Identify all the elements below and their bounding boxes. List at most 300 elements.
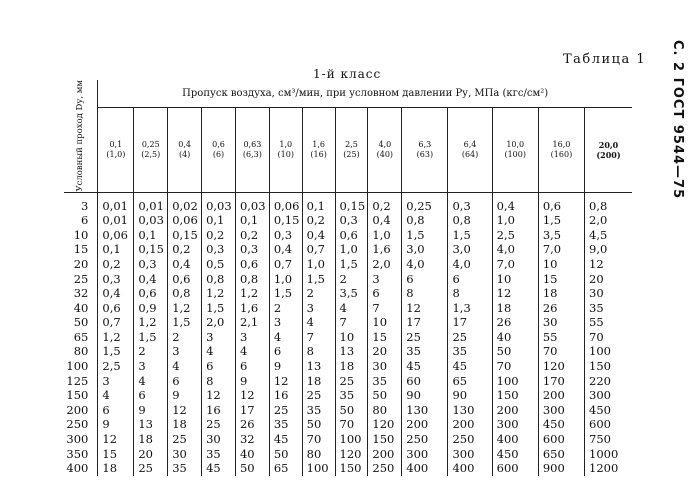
value-cell: 0,25 bbox=[402, 192, 448, 213]
diameter-cell: 200 bbox=[64, 403, 98, 418]
value-cell: 12 bbox=[492, 286, 538, 301]
value-cell: 9 bbox=[98, 417, 134, 432]
class-caption: 1-й класс bbox=[313, 67, 382, 81]
value-cell: 3,5 bbox=[335, 286, 368, 301]
value-cell: 0,8 bbox=[235, 272, 269, 287]
value-cell: 6 bbox=[168, 374, 202, 389]
value-cell: 0,3 bbox=[202, 242, 236, 257]
value-cell: 7 bbox=[368, 301, 402, 316]
value-cell: 0,01 bbox=[98, 213, 134, 228]
value-cell: 1,2 bbox=[235, 286, 269, 301]
value-cell: 0,2 bbox=[235, 228, 269, 243]
value-cell: 1,2 bbox=[202, 286, 236, 301]
value-cell: 0,3 bbox=[269, 228, 302, 243]
table-row bbox=[64, 315, 632, 330]
pressure-mpa: 0,25 bbox=[141, 139, 160, 149]
value-cell: 2 bbox=[335, 272, 368, 287]
diameter-cell: 3 bbox=[64, 192, 98, 213]
value-cell: 70 bbox=[538, 344, 584, 359]
pressure-column-header bbox=[585, 107, 632, 192]
value-cell: 4 bbox=[202, 344, 236, 359]
value-cell: 0,3 bbox=[335, 213, 368, 228]
value-cell: 4 bbox=[98, 388, 134, 403]
value-cell: 55 bbox=[538, 330, 584, 345]
table-body bbox=[64, 192, 632, 476]
value-cell: 35 bbox=[302, 403, 335, 418]
value-cell: 0,7 bbox=[302, 242, 335, 257]
pressure-mpa: 4,0 bbox=[378, 139, 392, 149]
pressure-kgf: (16) bbox=[310, 149, 327, 159]
value-cell: 20 bbox=[134, 447, 168, 462]
diameter-cell: 65 bbox=[64, 330, 98, 345]
value-cell: 3 bbox=[134, 359, 168, 374]
value-cell: 1,0 bbox=[492, 213, 538, 228]
value-cell: 1,0 bbox=[269, 272, 302, 287]
value-cell: 0,01 bbox=[134, 192, 168, 213]
value-cell: 15 bbox=[368, 330, 402, 345]
value-cell: 8 bbox=[302, 344, 335, 359]
value-cell: 2 bbox=[269, 301, 302, 316]
value-cell: 0,8 bbox=[448, 213, 492, 228]
value-cell: 25 bbox=[168, 432, 202, 447]
pressure-mpa: 0,4 bbox=[178, 139, 191, 149]
value-cell: 1,2 bbox=[168, 301, 202, 316]
value-cell: 0,7 bbox=[269, 257, 302, 272]
value-cell: 0,4 bbox=[492, 192, 538, 213]
value-cell: 0,6 bbox=[168, 272, 202, 287]
value-cell: 7 bbox=[335, 315, 368, 330]
value-cell: 35 bbox=[589, 300, 604, 315]
value-cell: 0,4 bbox=[302, 228, 335, 243]
pressure-kgf: (1,0) bbox=[106, 149, 126, 159]
value-cell: 1,5 bbox=[98, 344, 134, 359]
pressure-mpa: 10,0 bbox=[506, 139, 525, 149]
value-cell: 0,6 bbox=[98, 301, 134, 316]
value-cell: 65 bbox=[269, 461, 302, 476]
value-cell: 18 bbox=[98, 461, 134, 476]
value-cell: 8 bbox=[448, 286, 492, 301]
value-cell: 20 bbox=[589, 271, 604, 286]
value-cell: 18 bbox=[492, 301, 538, 316]
value-cell: 100 bbox=[492, 374, 538, 389]
value-cell: 400 bbox=[448, 461, 492, 476]
value-cell: 25 bbox=[448, 330, 492, 345]
value-cell: 15 bbox=[98, 447, 134, 462]
pressure-kgf: (64) bbox=[461, 149, 479, 159]
value-cell: 10 bbox=[368, 315, 402, 330]
value-cell: 0,8 bbox=[168, 286, 202, 301]
pressure-kgf: (160) bbox=[550, 149, 573, 159]
value-cell: 1,2 bbox=[134, 315, 168, 330]
value-cell: 30 bbox=[368, 359, 402, 374]
value-cell: 8 bbox=[402, 286, 448, 301]
value-cell: 18 bbox=[302, 374, 335, 389]
value-cell: 3 bbox=[202, 330, 236, 345]
value-cell: 9 bbox=[235, 374, 269, 389]
pressure-kgf: (40) bbox=[376, 149, 394, 159]
value-cell: 4,0 bbox=[448, 257, 492, 272]
value-cell: 0,15 bbox=[168, 228, 202, 243]
value-cell: 220 bbox=[589, 373, 611, 388]
diameter-cell: 40 bbox=[64, 301, 98, 316]
value-cell: 2,1 bbox=[235, 315, 269, 330]
value-cell: 2,5 bbox=[98, 359, 134, 374]
value-cell: 1,3 bbox=[448, 301, 492, 316]
value-cell: 200 bbox=[368, 447, 402, 462]
value-cell: 4,5 bbox=[589, 227, 608, 242]
value-cell: 4 bbox=[168, 359, 202, 374]
value-cell: 4,0 bbox=[402, 257, 448, 272]
value-cell: 0,6 bbox=[134, 286, 168, 301]
value-cell: 2 bbox=[134, 344, 168, 359]
value-cell: 1,5 bbox=[335, 257, 368, 272]
value-cell: 40 bbox=[492, 330, 538, 345]
diameter-cell: 6 bbox=[64, 213, 98, 228]
value-cell: 200 bbox=[402, 417, 448, 432]
value-cell: 0,15 bbox=[335, 192, 368, 213]
pressure-column-header bbox=[538, 107, 584, 192]
value-cell: 3 bbox=[368, 272, 402, 287]
value-cell: 80 bbox=[368, 403, 402, 418]
value-cell: 1,2 bbox=[98, 330, 134, 345]
value-cell: 1,5 bbox=[402, 228, 448, 243]
pressure-kgf: (63) bbox=[416, 149, 434, 159]
value-cell: 6 bbox=[235, 359, 269, 374]
diameter-cell: 10 bbox=[64, 228, 98, 243]
value-cell: 4 bbox=[134, 374, 168, 389]
value-cell: 1000 bbox=[589, 446, 619, 461]
value-cell: 150 bbox=[589, 359, 611, 374]
value-cell: 300 bbox=[448, 447, 492, 462]
value-cell: 13 bbox=[302, 359, 335, 374]
value-cell: 0,5 bbox=[202, 257, 236, 272]
document-code: С. 2 ГОСТ 9544—75 bbox=[670, 40, 685, 200]
diameter-cell: 100 bbox=[64, 359, 98, 374]
value-cell: 45 bbox=[402, 359, 448, 374]
table-row bbox=[64, 330, 632, 345]
value-cell: 16 bbox=[202, 403, 236, 418]
value-cell: 0,03 bbox=[134, 213, 168, 228]
table-row bbox=[64, 417, 632, 432]
value-cell: 50 bbox=[269, 447, 302, 462]
value-cell: 3 bbox=[235, 330, 269, 345]
value-cell: 2,0 bbox=[368, 257, 402, 272]
diameter-cell: 80 bbox=[64, 344, 98, 359]
value-cell: 1,5 bbox=[448, 228, 492, 243]
value-cell: 17 bbox=[235, 403, 269, 418]
pressure-mpa: 6,3 bbox=[418, 139, 432, 149]
pressure-mpa: 0,6 bbox=[212, 139, 225, 149]
table-row bbox=[64, 192, 632, 213]
value-cell: 0,15 bbox=[134, 242, 168, 257]
value-cell: 30 bbox=[168, 447, 202, 462]
value-cell: 0,4 bbox=[168, 257, 202, 272]
value-cell: 70 bbox=[302, 432, 335, 447]
value-cell: 0,9 bbox=[134, 301, 168, 316]
value-cell: 200 bbox=[538, 388, 584, 403]
value-cell: 120 bbox=[538, 359, 584, 374]
value-cell: 0,3 bbox=[98, 272, 134, 287]
value-cell: 100 bbox=[589, 344, 611, 359]
value-cell: 1,0 bbox=[302, 257, 335, 272]
value-cell: 15 bbox=[538, 272, 584, 287]
value-cell: 0,06 bbox=[269, 192, 302, 213]
value-cell: 4,0 bbox=[492, 242, 538, 257]
value-cell: 0,4 bbox=[134, 272, 168, 287]
pressure-mpa: 16,0 bbox=[552, 139, 571, 149]
value-cell: 300 bbox=[538, 403, 584, 418]
value-cell: 450 bbox=[589, 402, 611, 417]
table-title: Таблица 1 bbox=[563, 52, 647, 67]
value-cell: 1,5 bbox=[538, 213, 584, 228]
value-cell: 9 bbox=[269, 359, 302, 374]
value-cell: 12 bbox=[168, 403, 202, 418]
value-cell: 1,5 bbox=[202, 301, 236, 316]
value-cell: 0,8 bbox=[589, 198, 608, 213]
value-cell: 12 bbox=[589, 256, 604, 271]
pressure-kgf: (4) bbox=[178, 149, 191, 159]
value-cell: 100 bbox=[302, 461, 335, 476]
value-cell: 2 bbox=[302, 286, 335, 301]
value-cell: 10 bbox=[538, 257, 584, 272]
value-cell: 10 bbox=[335, 330, 368, 345]
pressure-column-header bbox=[368, 107, 402, 192]
value-cell: 4 bbox=[235, 344, 269, 359]
value-cell: 0,02 bbox=[168, 192, 202, 213]
value-cell: 0,7 bbox=[98, 315, 134, 330]
value-cell: 60 bbox=[402, 374, 448, 389]
value-cell: 30 bbox=[202, 432, 236, 447]
value-cell: 9,0 bbox=[589, 242, 608, 257]
table-row bbox=[64, 301, 632, 316]
diameter-cell: 32 bbox=[64, 286, 98, 301]
value-cell: 45 bbox=[202, 461, 236, 476]
pressure-mpa: 0,63 bbox=[243, 139, 262, 149]
value-cell: 450 bbox=[492, 447, 538, 462]
value-cell: 0,6 bbox=[335, 228, 368, 243]
value-cell: 1200 bbox=[589, 461, 619, 476]
value-cell: 35 bbox=[368, 374, 402, 389]
table-row bbox=[64, 374, 632, 389]
value-cell: 900 bbox=[538, 461, 584, 476]
value-cell: 2,0 bbox=[202, 315, 236, 330]
value-cell: 35 bbox=[402, 344, 448, 359]
pressure-kgf: (2,5) bbox=[141, 149, 161, 159]
table-row bbox=[64, 388, 632, 403]
value-cell: 1,5 bbox=[168, 315, 202, 330]
value-cell: 6 bbox=[448, 272, 492, 287]
value-cell: 20 bbox=[368, 344, 402, 359]
value-cell: 0,2 bbox=[98, 257, 134, 272]
value-cell: 4 bbox=[269, 330, 302, 345]
value-cell: 12 bbox=[402, 301, 448, 316]
value-cell: 400 bbox=[492, 432, 538, 447]
pressure-column-header bbox=[235, 107, 269, 192]
value-cell: 26 bbox=[235, 417, 269, 432]
value-cell: 6 bbox=[368, 286, 402, 301]
value-cell: 650 bbox=[538, 447, 584, 462]
pressure-kgf: (6,3) bbox=[242, 149, 262, 159]
pressure-column-header bbox=[448, 107, 492, 192]
value-cell: 50 bbox=[492, 344, 538, 359]
value-cell: 0,06 bbox=[168, 213, 202, 228]
value-cell: 80 bbox=[302, 447, 335, 462]
value-cell: 70 bbox=[335, 417, 368, 432]
value-cell: 3 bbox=[168, 344, 202, 359]
pressure-kgf: (200) bbox=[596, 149, 621, 160]
value-cell: 0,06 bbox=[98, 228, 134, 243]
value-cell: 13 bbox=[335, 344, 368, 359]
value-cell: 13 bbox=[134, 417, 168, 432]
table-row bbox=[64, 257, 632, 272]
value-cell: 35 bbox=[335, 388, 368, 403]
value-cell: 450 bbox=[538, 417, 584, 432]
value-cell: 90 bbox=[448, 388, 492, 403]
value-cell: 0,3 bbox=[448, 192, 492, 213]
value-cell: 35 bbox=[448, 344, 492, 359]
value-cell: 45 bbox=[448, 359, 492, 374]
value-cell: 600 bbox=[492, 461, 538, 476]
value-cell: 750 bbox=[589, 432, 611, 447]
value-cell: 40 bbox=[235, 447, 269, 462]
value-cell: 0,4 bbox=[98, 286, 134, 301]
table-row bbox=[64, 242, 632, 257]
value-cell: 4 bbox=[335, 301, 368, 316]
value-cell: 1,0 bbox=[335, 242, 368, 257]
value-cell: 45 bbox=[269, 432, 302, 447]
pressure-mpa: 20,0 bbox=[598, 139, 619, 150]
value-cell: 0,4 bbox=[269, 242, 302, 257]
pressure-mpa: 6,4 bbox=[463, 139, 477, 149]
table-row bbox=[64, 344, 632, 359]
value-cell: 18 bbox=[168, 417, 202, 432]
value-cell: 55 bbox=[589, 315, 604, 330]
diameter-cell: 350 bbox=[64, 447, 98, 462]
pressure-column-header bbox=[98, 107, 134, 192]
value-cell: 25 bbox=[134, 461, 168, 476]
pressure-kgf: (10) bbox=[277, 149, 294, 159]
value-cell: 65 bbox=[448, 374, 492, 389]
value-cell: 25 bbox=[335, 374, 368, 389]
value-cell: 1,5 bbox=[302, 272, 335, 287]
value-cell: 150 bbox=[368, 432, 402, 447]
value-cell: 25 bbox=[302, 388, 335, 403]
value-cell: 130 bbox=[402, 403, 448, 418]
value-cell: 35 bbox=[168, 461, 202, 476]
diameter-cell: 250 bbox=[64, 417, 98, 432]
value-cell: 9 bbox=[168, 388, 202, 403]
value-cell: 130 bbox=[448, 403, 492, 418]
diameter-header: Условный проход Dу, мм bbox=[64, 80, 98, 192]
diameter-cell: 400 bbox=[64, 461, 98, 476]
value-cell: 0,2 bbox=[202, 228, 236, 243]
pressure-mpa: 1,0 bbox=[279, 139, 293, 149]
value-cell: 18 bbox=[538, 286, 584, 301]
pressure-column-header bbox=[302, 107, 335, 192]
value-cell: 0,6 bbox=[538, 192, 584, 213]
value-cell: 7,0 bbox=[538, 242, 584, 257]
table-row bbox=[64, 359, 632, 374]
value-cell: 0,2 bbox=[302, 213, 335, 228]
value-cell: 18 bbox=[134, 432, 168, 447]
value-cell: 25 bbox=[202, 417, 236, 432]
value-cell: 3 bbox=[98, 374, 134, 389]
value-cell: 6 bbox=[98, 403, 134, 418]
value-cell: 100 bbox=[335, 432, 368, 447]
table-row bbox=[64, 228, 632, 243]
table-row bbox=[64, 286, 632, 301]
diameter-cell: 50 bbox=[64, 315, 98, 330]
value-cell: 0,1 bbox=[98, 242, 134, 257]
value-cell: 0,2 bbox=[168, 242, 202, 257]
diameter-cell: 25 bbox=[64, 272, 98, 287]
value-cell: 2,5 bbox=[492, 228, 538, 243]
value-cell: 30 bbox=[538, 315, 584, 330]
diameter-cell: 300 bbox=[64, 432, 98, 447]
value-cell: 16 bbox=[269, 388, 302, 403]
pressure-column-header bbox=[492, 107, 538, 192]
value-cell: 0,6 bbox=[235, 257, 269, 272]
pressure-column-header bbox=[202, 107, 236, 192]
value-cell: 10 bbox=[492, 272, 538, 287]
value-cell: 50 bbox=[335, 403, 368, 418]
value-cell: 50 bbox=[302, 417, 335, 432]
value-cell: 1,6 bbox=[368, 242, 402, 257]
pressure-mpa: 2,5 bbox=[345, 139, 358, 149]
value-cell: 120 bbox=[335, 447, 368, 462]
value-cell: 200 bbox=[448, 417, 492, 432]
value-cell: 600 bbox=[538, 432, 584, 447]
diameter-cell: 20 bbox=[64, 257, 98, 272]
value-cell: 8 bbox=[202, 374, 236, 389]
pressure-header: Пропуск воздуха, см³/мин, при условном давлении Pу, МПа (кгс/см²) bbox=[98, 80, 632, 107]
value-cell: 70 bbox=[589, 329, 604, 344]
table-row bbox=[64, 461, 632, 476]
value-cell: 90 bbox=[402, 388, 448, 403]
pressure-column-header bbox=[402, 107, 448, 192]
diameter-cell: 125 bbox=[64, 374, 98, 389]
value-cell: 0,15 bbox=[269, 213, 302, 228]
value-cell: 35 bbox=[269, 417, 302, 432]
value-cell: 12 bbox=[202, 388, 236, 403]
diameter-cell: 15 bbox=[64, 242, 98, 257]
pressure-mpa: 0,1 bbox=[109, 139, 123, 149]
value-cell: 0,3 bbox=[235, 242, 269, 257]
value-cell: 0,3 bbox=[134, 257, 168, 272]
value-cell: 600 bbox=[589, 417, 611, 432]
pressure-column-header bbox=[335, 107, 368, 192]
value-cell: 300 bbox=[402, 447, 448, 462]
pressure-kgf: (100) bbox=[504, 149, 526, 159]
value-cell: 4 bbox=[302, 315, 335, 330]
value-cell: 300 bbox=[492, 417, 538, 432]
value-cell: 25 bbox=[269, 403, 302, 418]
value-cell: 0,03 bbox=[202, 192, 236, 213]
value-cell: 6 bbox=[269, 344, 302, 359]
value-cell: 12 bbox=[98, 432, 134, 447]
value-cell: 50 bbox=[368, 388, 402, 403]
air-leakage-table bbox=[64, 80, 632, 476]
value-cell: 18 bbox=[335, 359, 368, 374]
table-row bbox=[64, 272, 632, 287]
value-cell: 3 bbox=[269, 315, 302, 330]
value-cell: 32 bbox=[235, 432, 269, 447]
value-cell: 250 bbox=[402, 432, 448, 447]
value-cell: 0,01 bbox=[98, 192, 134, 213]
pressure-column-header bbox=[134, 107, 168, 192]
pressure-row bbox=[64, 107, 632, 192]
value-cell: 3,0 bbox=[448, 242, 492, 257]
